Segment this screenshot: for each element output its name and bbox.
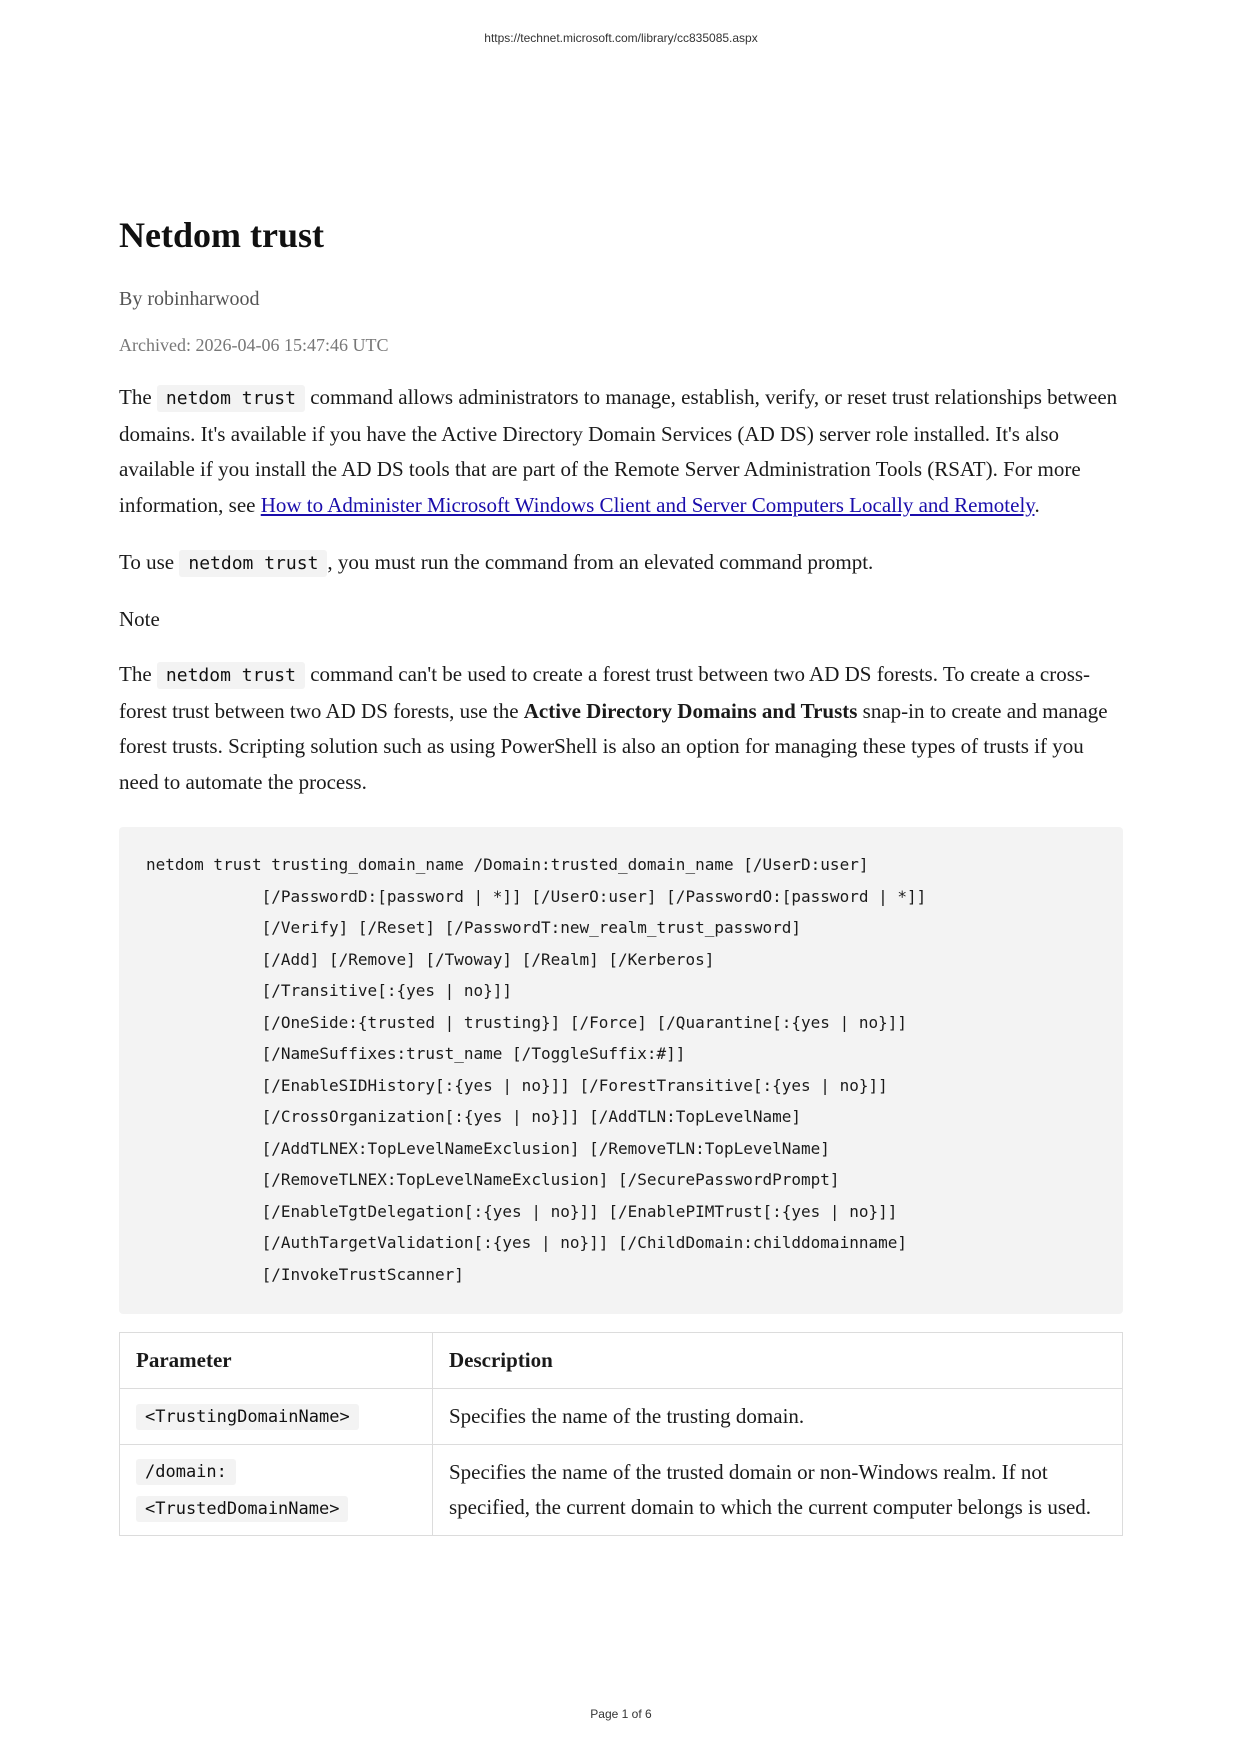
- description-cell: Specifies the name of the trusted domain or non-Windows realm. If not specified, the current domain to which the current computer belongs is used.: [433, 1445, 1123, 1536]
- intro-paragraph: The netdom trust command allows administrators to manage, establish, verify, or reset trust relationships between domains. It's available if you have the Active Directory Domain Services (AD DS) server role installed. It's also available if you install the AD DS tools that are part of the Remote Server Administration Tools (RSAT). For more information, see How to Administer Microsoft Windows Client and Server Computers Locally and Remotely.: [119, 385, 1118, 517]
- inline-code: netdom trust: [179, 550, 327, 577]
- parameter-cell: [120, 1445, 433, 1536]
- table-row: [120, 1445, 1123, 1536]
- column-header: Description: [433, 1333, 1123, 1389]
- source-url: https://technet.microsoft.com/library/cc835085.aspx: [484, 31, 758, 45]
- inline-code: netdom trust: [157, 385, 305, 412]
- parameter-table: [119, 1332, 1123, 1536]
- elevated-prompt-paragraph: To use netdom trust , you must run the command from an elevated command prompt.: [119, 545, 1123, 582]
- parameter-code: <TrustingDomainName>: [136, 1404, 359, 1430]
- note-label: Note: [119, 606, 160, 631]
- table-row: [120, 1389, 1123, 1445]
- note-paragraph: The netdom trust command can't be used to create a forest trust between two AD DS forests. To create a cross-forest trust between two AD DS forests, use the Active Directory Domains and Trusts snap-in to create and manage forest trusts. Scripting solution such as using PowerShell is also an option for managing these types of trusts if you need to automate the process.: [119, 662, 1108, 794]
- page-title: Netdom trust: [119, 215, 324, 255]
- page-number: Page 1 of 6: [590, 1707, 652, 1721]
- snap-in-name: Active Directory Domains and Trusts: [523, 698, 858, 723]
- syntax-code-block: netdom trust trusting_domain_name /Domain:trusted_domain_name [/UserD:user] [/PasswordD:[password | *]] [/UserO:user] [/PasswordO:[password | *]] [/Verify] [/Reset] [/PasswordT:new_realm_trust_password] [/Add] [/Remove] [/Twoway] [/Realm] [/Kerberos] [/Transitive[:{yes | no}]] [/OneSide:{trusted | trusting}] [/Force] [/Quarantine[:{yes | no}]] [/NameSuffixes:trust_name [/ToggleSuffix:#]] [/EnableSIDHistory[:{yes | no}]] [/ForestTransitive[:{yes | no}]] [/CrossOrganization[:{yes | no}]] [/AddTLN:TopLevelName] [/AddTLNEX:TopLevelNameExclusion] [/RemoveTLN:TopLevelName] [/RemoveTLNEX:TopLevelNameExclusion] [/SecurePasswordPrompt] [/EnableTgtDelegation[:{yes | no}]] [/EnablePIMTrust[:{yes | no}]] [/AuthTargetValidation[:{yes | no}]] [/ChildDomain:childdomainname] [/InvokeTrustScanner]: [119, 827, 1123, 1314]
- parameter-cell: [120, 1389, 433, 1445]
- parameter-code: /domain:: [136, 1459, 236, 1485]
- table-header-row: [120, 1333, 1123, 1389]
- article: [119, 210, 1123, 1536]
- byline: By robinharwood: [119, 288, 260, 310]
- parameter-code: <TrustedDomainName>: [136, 1496, 348, 1522]
- administer-computers-link[interactable]: How to Administer Microsoft Windows Client and Server Computers Locally and Remotely: [260, 492, 1035, 517]
- archived-timestamp: Archived: 2026-04-06 15:47:46 UTC: [119, 335, 389, 355]
- column-header: Parameter: [120, 1333, 433, 1389]
- inline-code: netdom trust: [157, 662, 305, 689]
- description-cell: Specifies the name of the trusting domain.: [433, 1389, 1123, 1445]
